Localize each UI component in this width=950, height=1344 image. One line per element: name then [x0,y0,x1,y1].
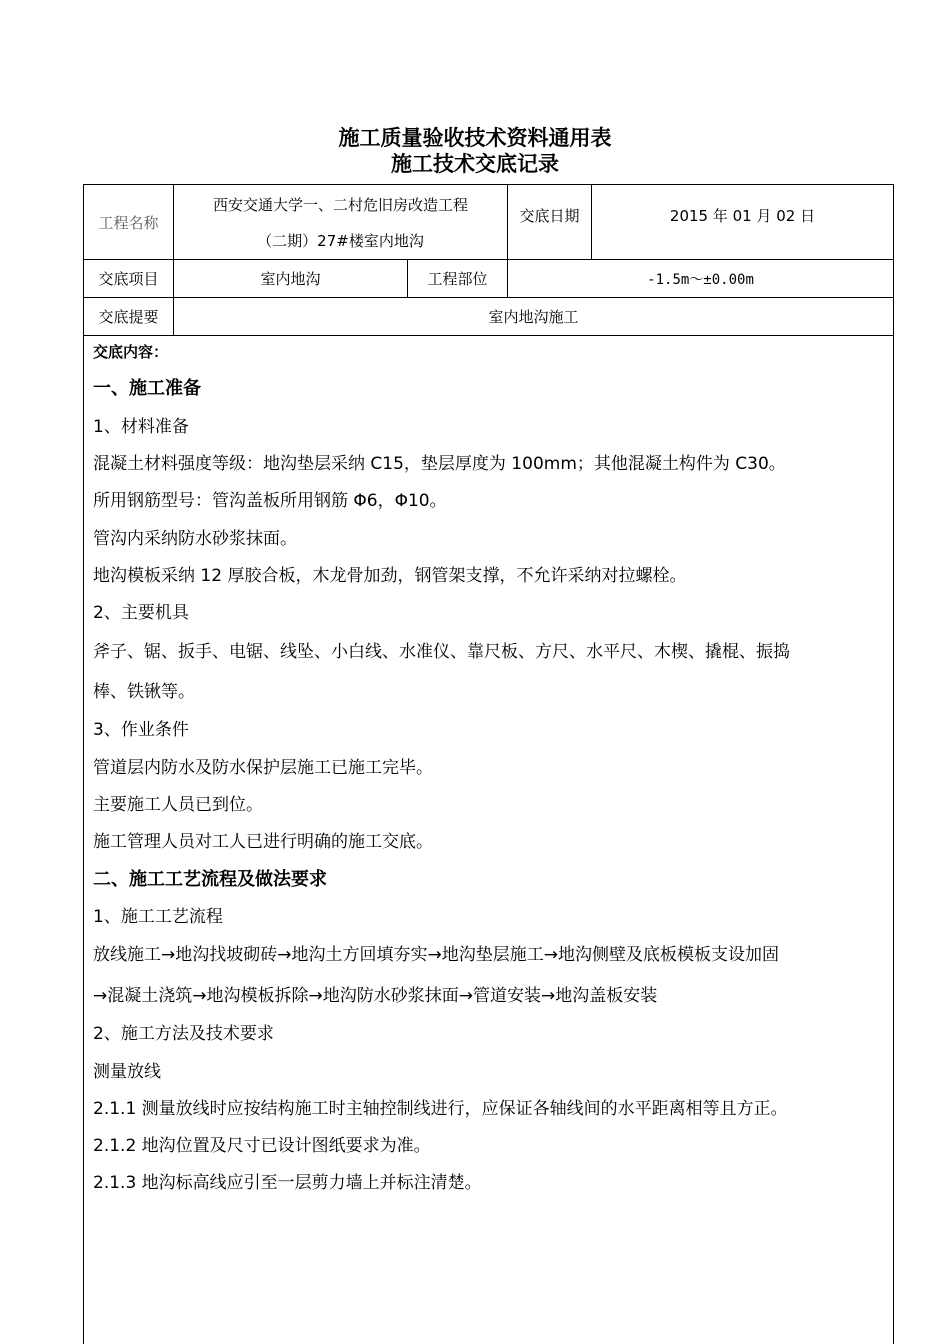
tools-paragraph-line2: 棒、铁锹等。 [93,682,195,702]
content-section [83,335,894,1344]
process-flow-line1: 放线施工→地沟找坡砌砖→地沟土方回填夯实→地沟垫层施工→地沟侧壁及底板模板支设加固 [93,945,779,965]
tools-paragraph-line1: 斧子、锯、扳手、电锯、线坠、小白线、水准仪、靠尺板、方尺、水平尺、木楔、撬棍、振捣 [93,642,790,662]
material-paragraph-2: 所用钢筋型号：管沟盖板所用钢筋 Φ6，Φ10。 [93,491,447,511]
date-label: 交底日期 [508,185,592,260]
project-name-label: 工程名称 [84,185,174,260]
process-flow-line2: →混凝土浇筑→地沟模板拆除→地沟防水砂浆抹面→管道安装→地沟盖板安装 [93,986,658,1006]
conditions-title: 3、作业条件 [93,720,189,740]
part-label: 工程部位 [408,260,508,298]
material-prep-title: 1、材料准备 [93,417,189,437]
conditions-paragraph-3: 施工管理人员对工人已进行明确的施工交底。 [93,832,433,852]
item-value: 室内地沟 [174,260,408,298]
project-name-line2: （二期）27#楼室内地沟 [257,232,424,250]
section-2-title: 二、施工工艺流程及做法要求 [93,869,327,890]
material-paragraph-4: 地沟模板采纳 12 厚胶合板，木龙骨加劲，钢管架支撑，不允许采纳对拉螺栓。 [93,566,687,586]
summary-label: 交底提要 [84,298,174,336]
date-value: 2015 年 01 月 02 日 [592,185,894,260]
survey-item-2: 2.1.2 地沟位置及尺寸已设计图纸要求为准。 [93,1136,431,1156]
conditions-paragraph-2: 主要施工人员已到位。 [93,795,263,815]
form-title: 施工质量验收技术资料通用表 [338,125,612,150]
item-label: 交底项目 [84,260,174,298]
project-name-line1: 西安交通大学一、二村危旧房改造工程 [213,196,469,214]
header-table [83,184,894,336]
tools-title: 2、主要机具 [93,603,189,623]
project-name-cell [174,185,508,260]
conditions-paragraph-1: 管道层内防水及防水保护层施工已施工完毕。 [93,758,433,778]
process-flow-title: 1、施工工艺流程 [93,907,223,927]
survey-item-3: 2.1.3 地沟标高线应引至一层剪力墙上并标注清楚。 [93,1173,482,1193]
material-paragraph-3: 管沟内采纳防水砂浆抹面。 [93,529,297,549]
part-value: -1.5m～±0.00m [508,260,894,298]
section-1-title: 一、施工准备 [93,378,201,399]
content-heading: 交底内容： [93,343,169,361]
record-title: 施工技术交底记录 [391,151,559,176]
survey-item-1: 2.1.1 测量放线时应按结构施工时主轴控制线进行，应保证各轴线间的水平距离相等且方正。 [93,1099,788,1119]
method-title: 2、施工方法及技术要求 [93,1024,274,1044]
material-paragraph-1: 混凝土材料强度等级：地沟垫层采纳 C15，垫层厚度为 100mm；其他混凝土构件为 C30。 [93,454,786,474]
summary-value: 室内地沟施工 [174,298,894,336]
survey-subtitle: 测量放线 [93,1062,161,1082]
